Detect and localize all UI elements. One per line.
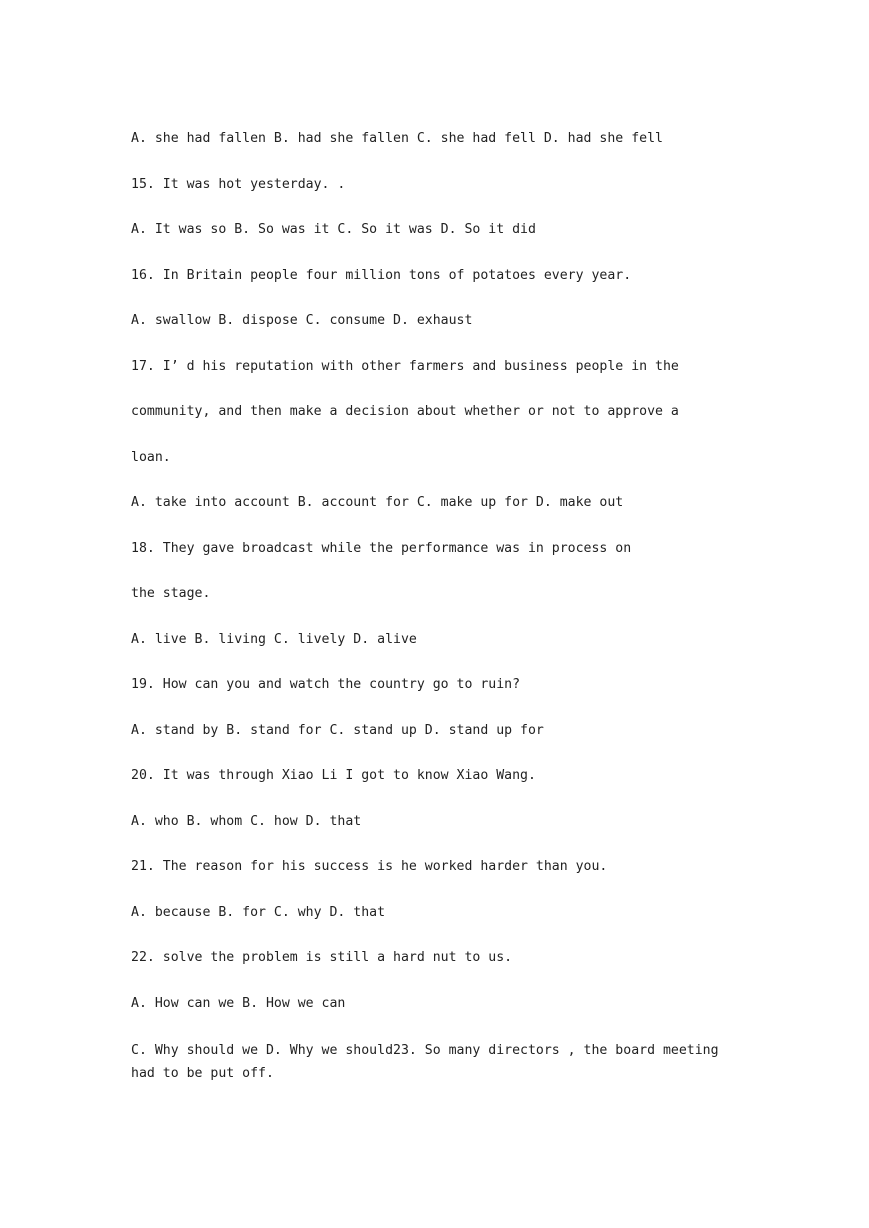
text-line-19: 22. solve the problem is still a hard nut to us. bbox=[131, 950, 513, 965]
text-line-17: 21. The reason for his success is he worked harder than you. bbox=[131, 859, 608, 874]
final-paragraph: C. Why should we D. Why we should23. So many directors , the board meeting had to be put off. bbox=[131, 1043, 719, 1081]
text-line-3: A. It was so B. So was it C. So it was D. So it did bbox=[131, 222, 536, 237]
text-line-5: A. swallow B. dispose C. consume D. exhaust bbox=[131, 313, 473, 328]
text-line-9: A. take into account B. account for C. make up for D. make out bbox=[131, 495, 624, 510]
text-line-1: A. she had fallen B. had she fallen C. she had fell D. had she fell bbox=[131, 131, 663, 146]
text-line-11: the stage. bbox=[131, 586, 211, 601]
text-line-14: A. stand by B. stand for C. stand up D. stand up for bbox=[131, 722, 544, 738]
text-line-18: A. because B. for C. why D. that bbox=[131, 904, 386, 920]
text-line-16: A. who B. whom C. how D. that bbox=[131, 813, 362, 829]
text-line-6: 17. I’ d his reputation with other farmers and business people in the bbox=[131, 358, 679, 374]
text-line-13: 19. How can you and watch the country go to ruin? bbox=[131, 677, 521, 692]
document-page bbox=[131, 129, 746, 1085]
text-line-15: 20. It was through Xiao Li I got to know Xiao Wang. bbox=[131, 768, 536, 783]
text-line-7: community, and then make a decision about whether or not to approve a bbox=[131, 404, 679, 419]
text-line-2: 15. It was hot yesterday. . bbox=[131, 176, 346, 192]
text-line-12: A. live B. living C. lively D. alive bbox=[131, 631, 417, 647]
text-line-8: loan. bbox=[131, 449, 171, 465]
text-line-10: 18. They gave broadcast while the performance was in process on bbox=[131, 540, 632, 556]
text-line-20: A. How can we B. How we can bbox=[131, 995, 346, 1011]
text-line-4: 16. In Britain people four million tons of potatoes every year. bbox=[131, 267, 632, 283]
